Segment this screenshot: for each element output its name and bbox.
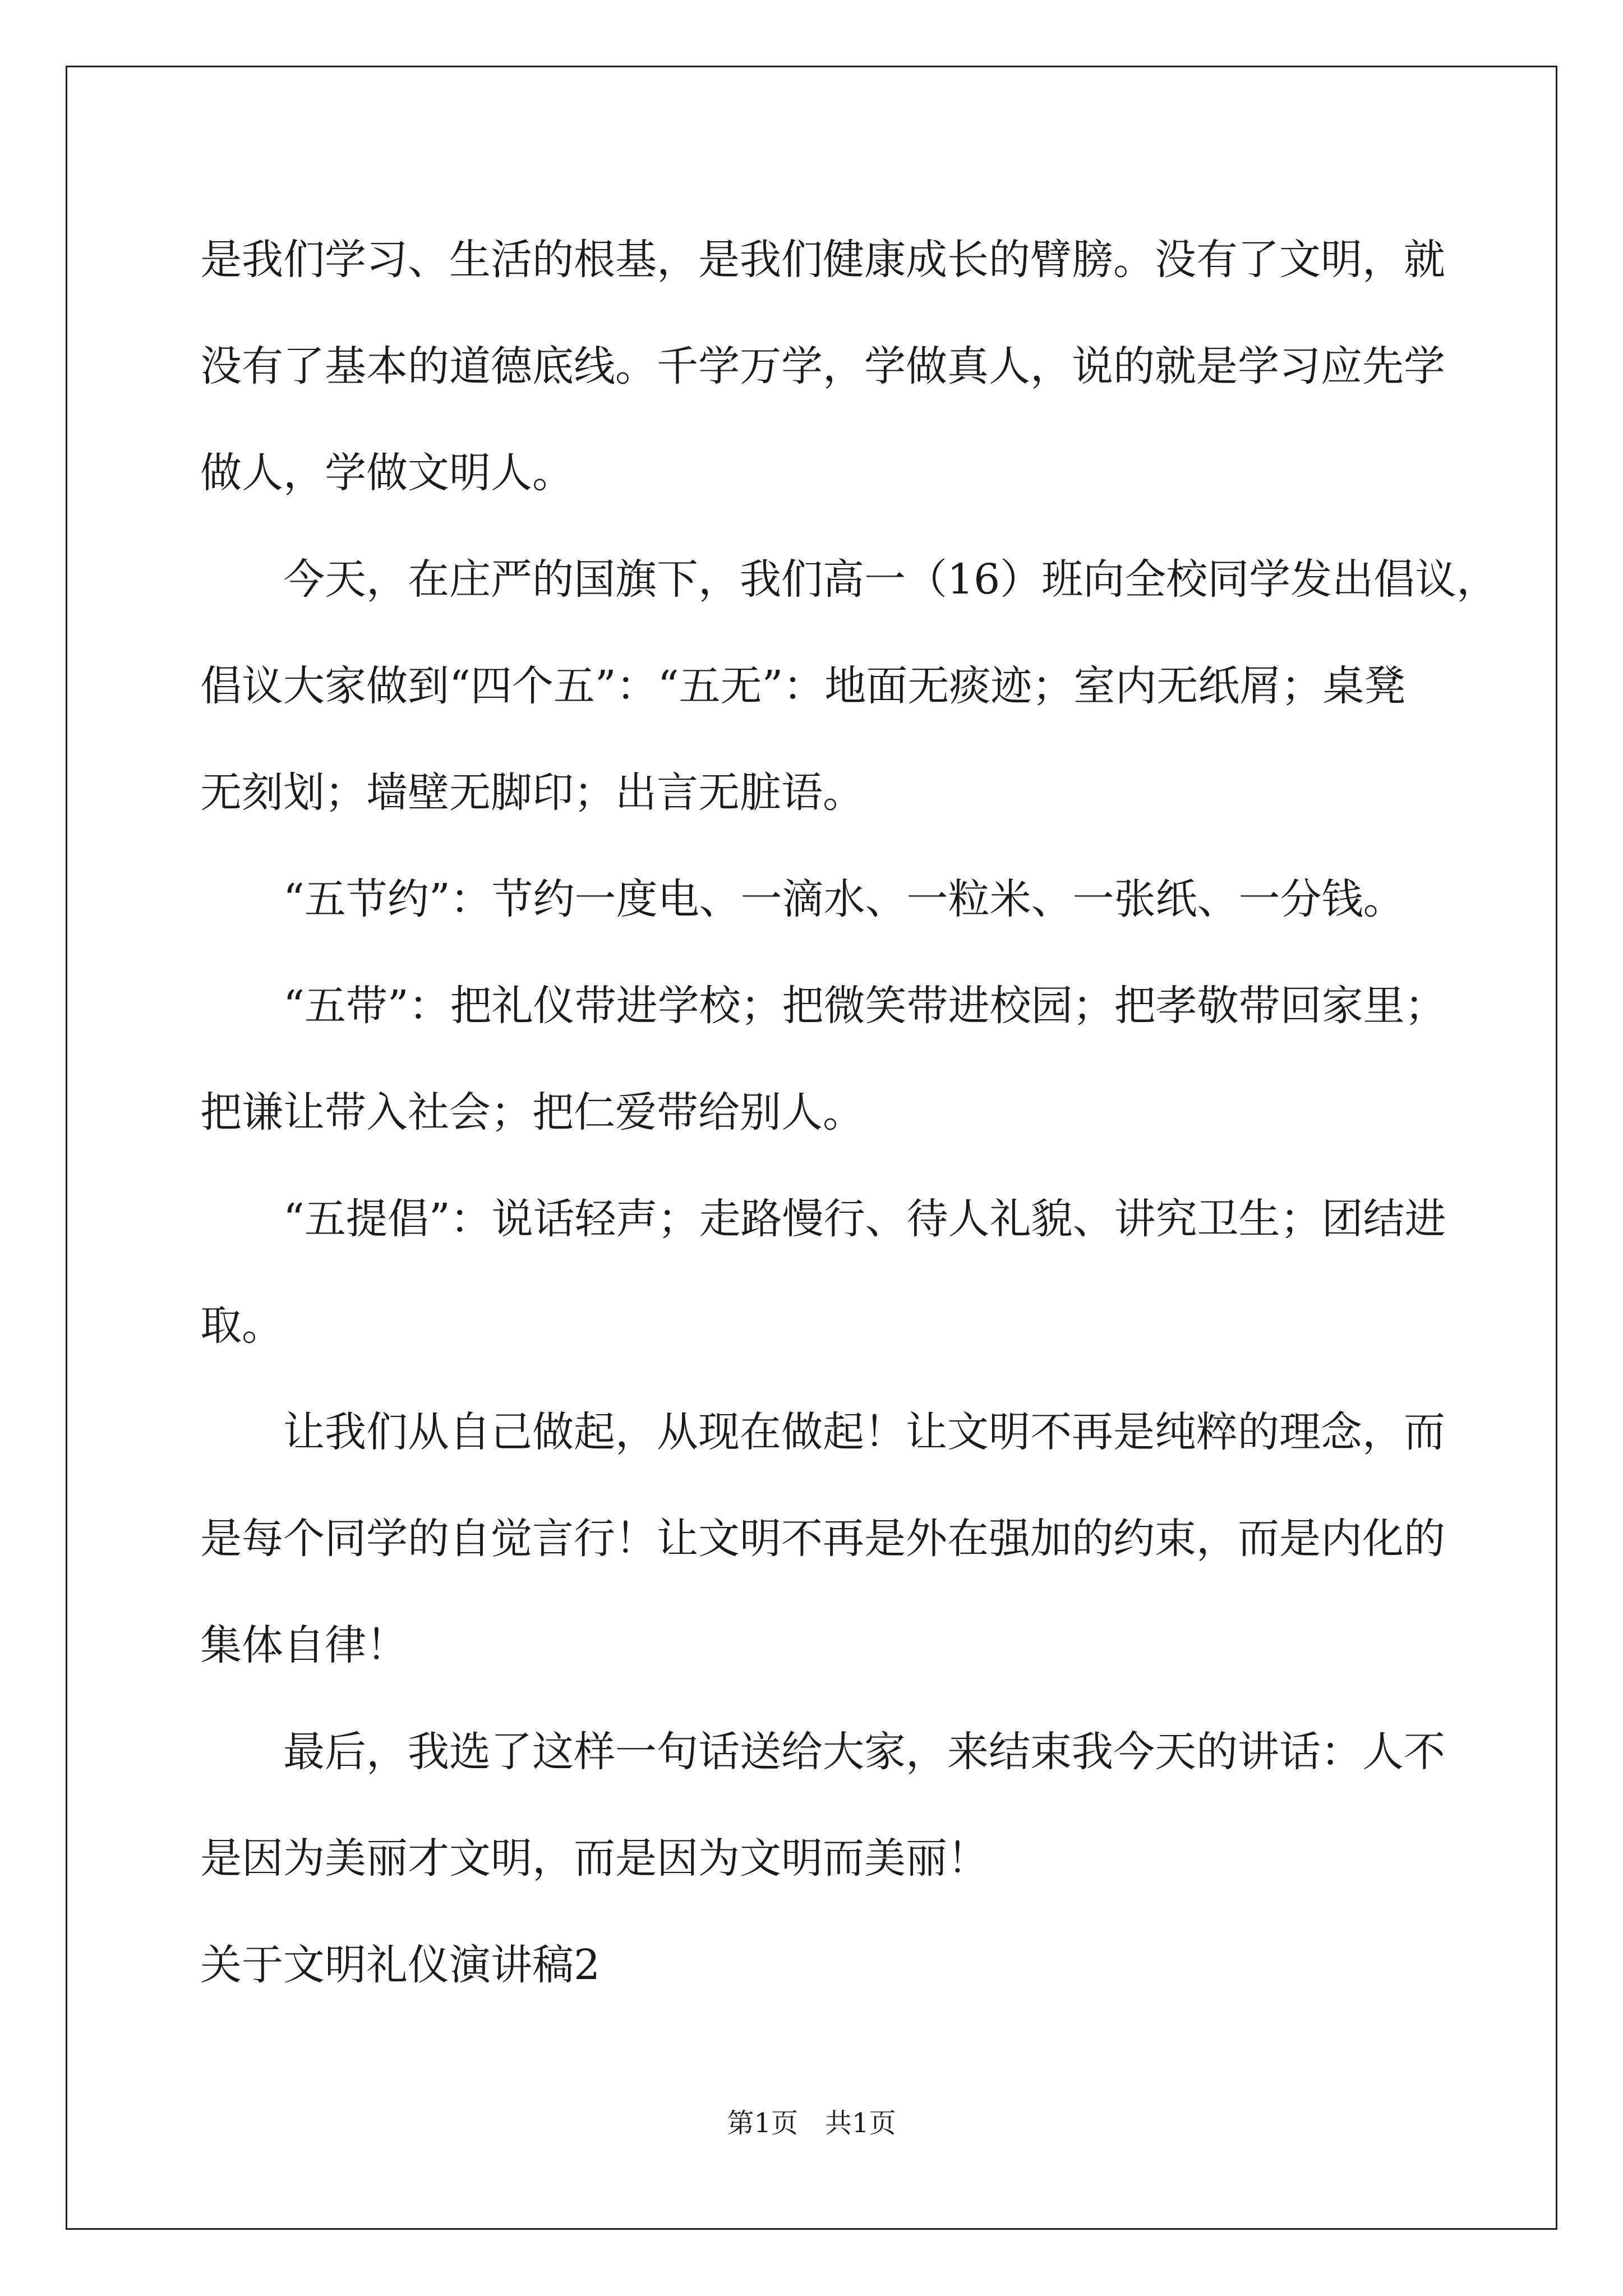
text-line: “五提倡”：说话轻声；走路慢行、待人礼貌、讲究卫生；团结进 xyxy=(283,1195,1446,1243)
text-line: 取。 xyxy=(200,1301,283,1350)
text-line: 是每个同学的自觉言行！让文明不再是外在强加的约束，而是内化的 xyxy=(200,1515,1445,1563)
text-line: 最后，我选了这样一句话送给大家，来结束我今天的讲话：人不 xyxy=(283,1728,1445,1776)
text-line: 把谦让带入社会；把仁爱带给别人。 xyxy=(200,1088,864,1137)
text-line: “五节约”：节约一度电、一滴水、一粒米、一张纸、一分钱。 xyxy=(283,875,1405,923)
text-line: 是因为美丽才文明，而是因为文明而美丽！ xyxy=(200,1834,989,1883)
text-line: 做人，学做文明人。 xyxy=(200,449,574,497)
text-line: “五带”：把礼仪带进学校；把微笑带进校园；把孝敬带回家里； xyxy=(283,982,1446,1030)
text-line: 是我们学习、生活的根基，是我们健康成长的臂膀。没有了文明，就 xyxy=(200,236,1445,284)
text-line: 无刻划；墙壁无脚印；出言无脏语。 xyxy=(200,769,864,817)
text-line: 集体自律！ xyxy=(200,1621,408,1669)
text-line: 让我们从自己做起，从现在做起！让文明不再是纯粹的理念，而 xyxy=(283,1408,1445,1456)
text-line: 今天，在庄严的国旗下，我们高一（16）班向全校同学发出倡议， xyxy=(283,555,1498,604)
page-footer xyxy=(0,2106,1623,2140)
page-number-label: 第1页 共1页 xyxy=(727,2108,896,2139)
document-body xyxy=(200,206,1498,2018)
text-line: 没有了基本的道德底线。千学万学，学做真人，说的就是学习应先学 xyxy=(200,342,1445,390)
text-line: 倡议大家做到“四个五”：“五无”：地面无痰迹；室内无纸屑；桌凳 xyxy=(200,662,1406,710)
section-heading: 关于文明礼仪演讲稿2 xyxy=(200,1941,601,1989)
